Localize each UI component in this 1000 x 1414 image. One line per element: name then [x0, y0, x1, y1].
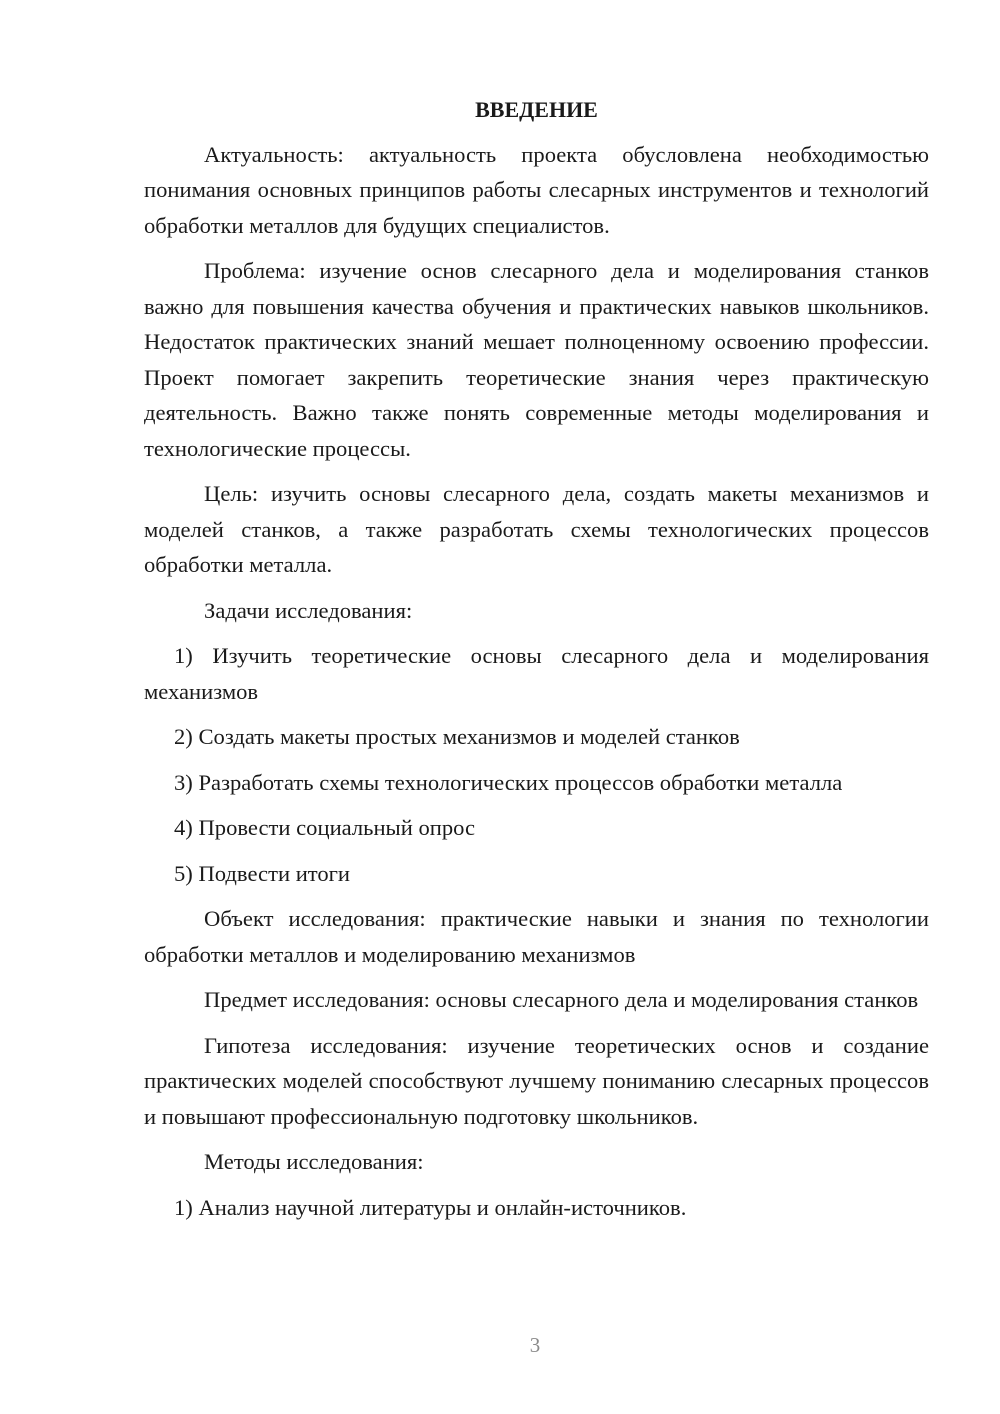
hypothesis-paragraph: Гипотеза исследования: изучение теоретических основ и создание практических моделей способствуют лучшему пониманию слесарных процессов и повышают профессиональную подготовку школьников.: [144, 1032, 929, 1129]
page-number: 3: [529, 1333, 541, 1357]
tasks-heading: Задачи исследования:: [204, 597, 413, 623]
task-item: 4) Провести социальный опрос: [174, 815, 476, 840]
task-item: 1) Изучить теоретические основы слесарного дела и моделирования механизмов: [144, 643, 929, 704]
goal-paragraph: Цель: изучить основы слесарного дела, создать макеты механизмов и моделей станков, а также разработать схемы технологических процессов обработки металла.: [144, 481, 929, 577]
relevance-paragraph: Актуальность: актуальность проекта обусловлена необходимостью понимания основных принципов работы слесарных инструментов и технологий обработки металлов для будущих специалистов.: [144, 141, 929, 238]
task-item: 2) Создать макеты простых механизмов и моделей станков: [174, 724, 740, 749]
subject-paragraph: Предмет исследования: основы слесарного дела и моделирования станков: [204, 987, 919, 1012]
problem-paragraph: Проблема: изучение основ слесарного дела и моделирования станков важно для повышения качества обучения и практических навыков школьников. Недостаток практических знаний мешает полноценному освоению профессии. Проект помогает закрепить теоретические знания через практическую деятельность. Важно также понять современные методы моделирования и технологические процессы.: [144, 258, 929, 461]
task-item: 5) Подвести итоги: [174, 860, 351, 886]
task-item: 3) Разработать схемы технологических процессов обработки металла: [174, 769, 843, 795]
object-paragraph: Объект исследования: практические навыки и знания по технологии обработки металлов и моделированию механизмов: [144, 906, 929, 967]
section-title: ВВЕДЕНИЕ: [475, 97, 598, 122]
methods-heading: Методы исследования:: [204, 1149, 424, 1174]
method-item: 1) Анализ научной литературы и онлайн-источников.: [174, 1194, 687, 1220]
document-page: [144, 92, 929, 1235]
